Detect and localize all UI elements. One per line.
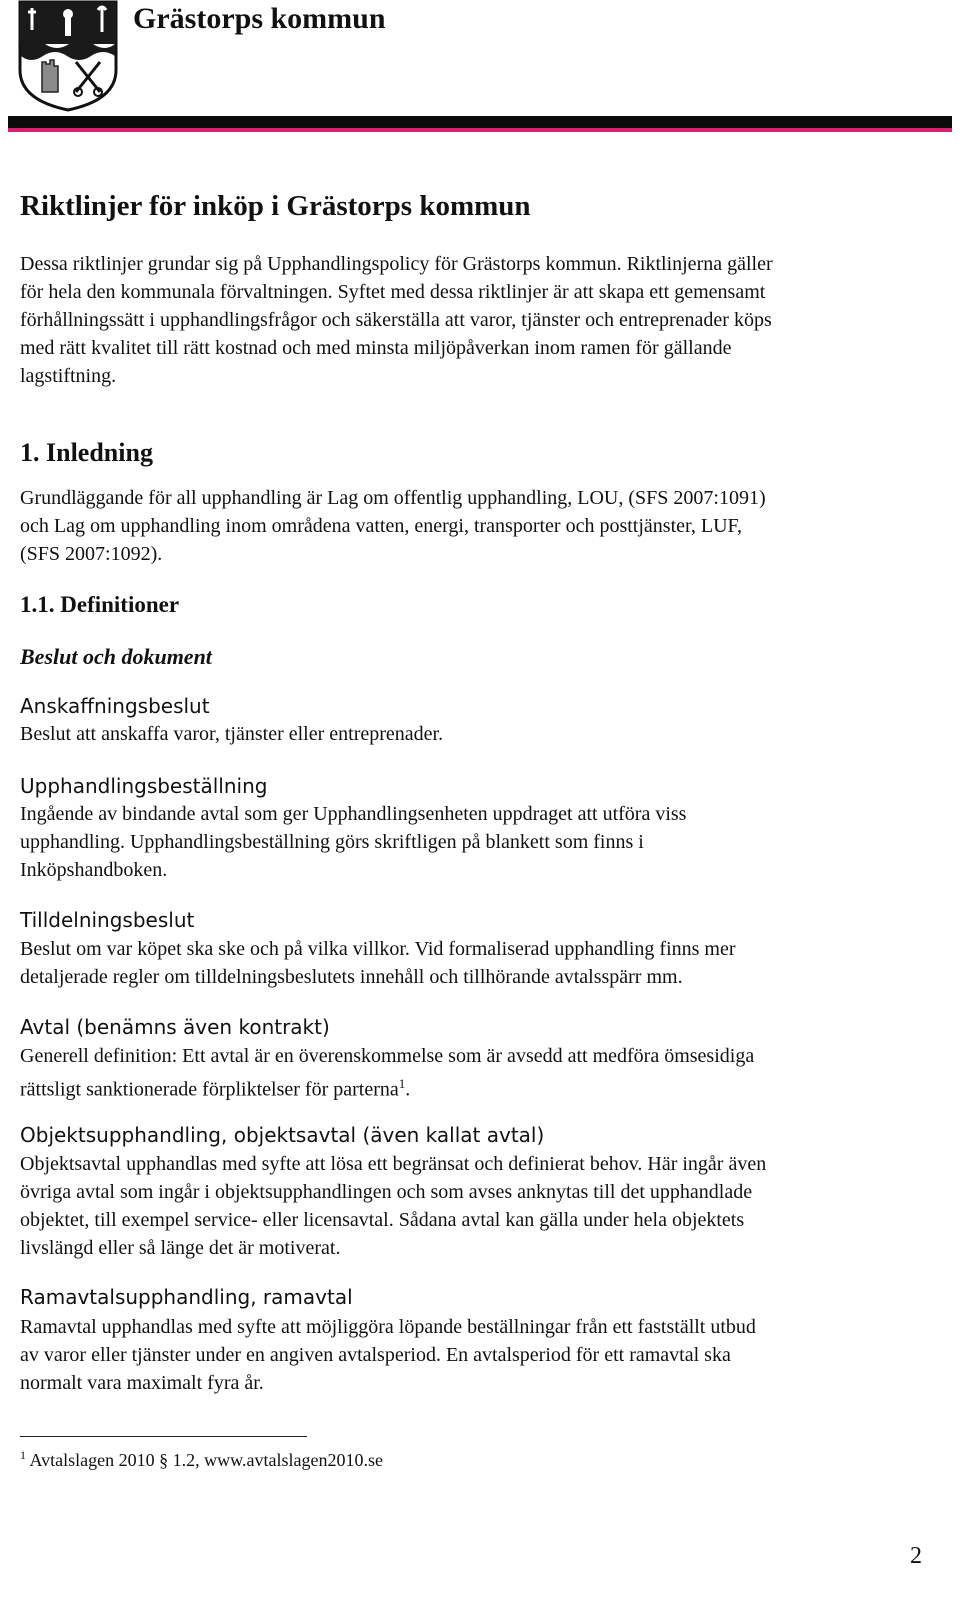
footnote-text: Avtalslagen 2010 § 1.2, www.avtalslagen2010.se — [29, 1450, 383, 1470]
page-header — [0, 0, 960, 140]
intro-line: lagstiftning. — [20, 365, 117, 387]
definition-line: rättsligt sanktionerade förpliktelser för parterna — [20, 1078, 399, 1101]
section-heading-definitioner: 1.1. Definitioner — [20, 592, 180, 617]
definition-text — [20, 1313, 940, 1397]
definition-line-with-footnote — [20, 1070, 940, 1104]
definition-line: normalt vara maximalt fyra år. — [20, 1372, 264, 1394]
definition-line: upphandling. Upphandlingsbeställning görs skriftligen på blankett som finns i — [20, 831, 644, 853]
intro-line: förhållningssätt i upphandlingsfrågor och säkerställa att varor, tjänster och entreprenader köps — [20, 309, 772, 331]
org-name: Grästorps kommun — [133, 2, 386, 35]
footnote-number: 1 — [20, 1448, 26, 1462]
definition-term: Objektsupphandling, objektsavtal (även kallat avtal) — [20, 1123, 545, 1147]
definition-line: Objektsavtal upphandlas med syfte att lösa ett begränsat och definierat behov. Här ingår även — [20, 1153, 767, 1175]
header-rule-pink — [8, 128, 952, 132]
section1-line: Grundläggande för all upphandling är Lag om offentlig upphandling, LOU, (SFS 2007:1091) — [20, 487, 766, 509]
subsection-heading: Beslut och dokument — [20, 644, 212, 669]
intro-line: Dessa riktlinjer grundar sig på Upphandlingspolicy för Grästorps kommun. Riktlinjerna gäller — [20, 253, 773, 275]
definition-text — [20, 720, 940, 748]
page-number: 2 — [910, 1543, 922, 1569]
intro-line: för hela den kommunala förvaltningen. Syftet med dessa riktlinjer är att skapa ett gemensamt — [20, 281, 766, 303]
definition-line: Beslut att anskaffa varor, tjänster eller entreprenader. — [20, 723, 444, 745]
section1-line: och Lag om upphandling inom områdena vatten, energi, transporter och posttjänster, LUF, — [20, 515, 743, 537]
header-rule-black — [8, 116, 952, 128]
definition-line: livslängd eller så länge det är motiverat. — [20, 1237, 341, 1259]
definition-line: Ingående av bindande avtal som ger Upphandlingsenheten uppdraget att utföra viss — [20, 803, 687, 825]
document-title: Riktlinjer för inköp i Grästorps kommun — [20, 190, 531, 222]
definition-term: Avtal (benämns även kontrakt) — [20, 1015, 330, 1039]
definition-text — [20, 1042, 940, 1104]
definition-line: objektet, till exempel service- eller licensavtal. Sådana avtal kan gälla under hela objektets — [20, 1209, 745, 1231]
section-heading-inledning: 1. Inledning — [20, 438, 153, 467]
footnote — [20, 1448, 383, 1471]
definition-line: Ramavtal upphandlas med syfte att möjliggöra löpande beställningar från ett fastställt utbud — [20, 1316, 756, 1338]
section1-line: (SFS 2007:1092). — [20, 543, 163, 565]
definition-line: av varor eller tjänster under en angiven avtalsperiod. En avtalsperiod för ett ramavtal ska — [20, 1344, 731, 1366]
footnote-ref[interactable]: 1 — [398, 1076, 406, 1091]
definition-line: Generell definition: Ett avtal är en överenskommelse som är avsedd att medföra ömsesidiga — [20, 1045, 755, 1067]
definition-term: Anskaffningsbeslut — [20, 694, 210, 718]
definition-term: Upphandlingsbeställning — [20, 774, 268, 798]
intro-paragraph — [20, 250, 940, 390]
section1-paragraph — [20, 484, 940, 568]
definition-line: övriga avtal som ingår i objektsupphandlingen och som avses anknytas till det upphandlade — [20, 1181, 753, 1203]
definition-text — [20, 1150, 940, 1262]
definition-text — [20, 800, 940, 884]
definition-line: detaljerade regler om tilldelningsbeslutets innehåll och tillhörande avtalsspärr mm. — [20, 966, 683, 988]
definition-term: Ramavtalsupphandling, ramavtal — [20, 1285, 353, 1309]
sentence-end: . — [405, 1078, 411, 1101]
definition-text — [20, 935, 940, 991]
municipal-crest-icon — [18, 0, 118, 112]
definition-line: Beslut om var köpet ska ske och på vilka villkor. Vid formaliserad upphandling finns mer — [20, 938, 736, 960]
intro-line: med rätt kvalitet till rätt kostnad och med minsta miljöpåverkan inom ramen för gällande — [20, 337, 732, 359]
definition-term: Tilldelningsbeslut — [20, 908, 195, 932]
definition-line: Inköpshandboken. — [20, 859, 168, 881]
footnote-divider — [20, 1436, 307, 1437]
